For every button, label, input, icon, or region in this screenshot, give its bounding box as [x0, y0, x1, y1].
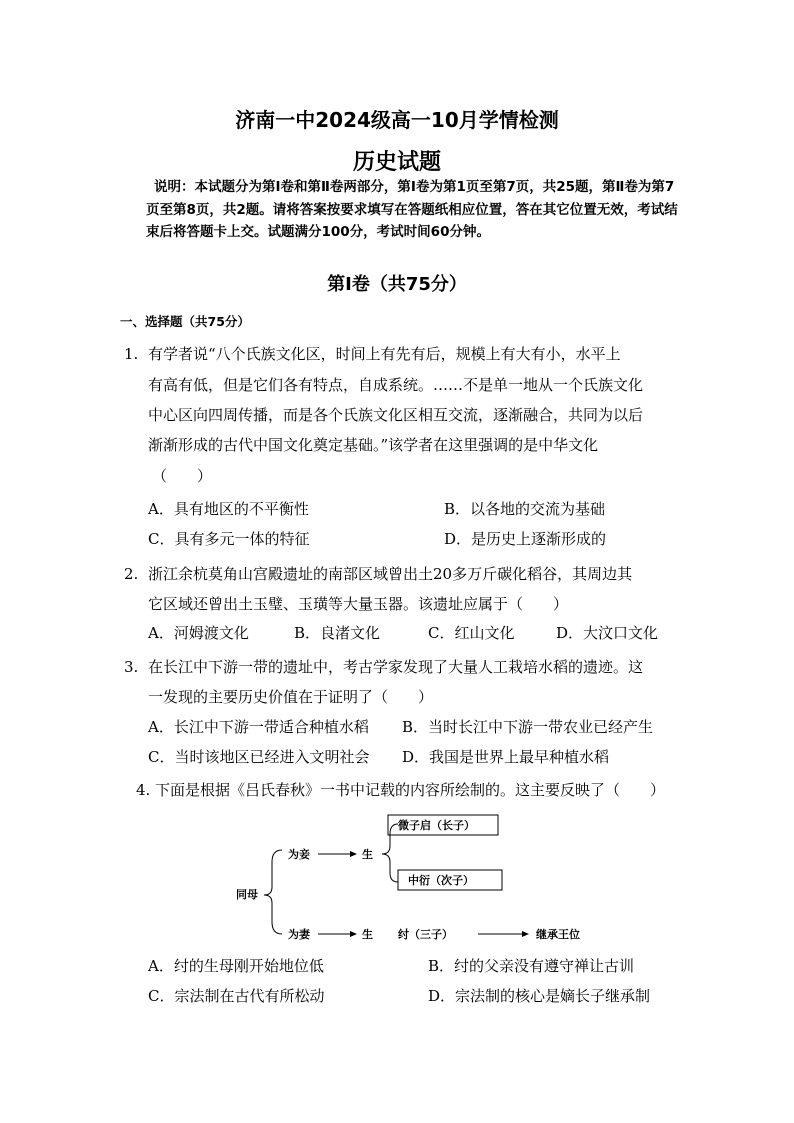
- question-text-line: 有学者说“八个氏族文化区，时间上有先有后，规模上有大有小，水平上: [148, 345, 621, 363]
- option-b: B．当时长江中下游一带农业已经产生: [402, 718, 654, 736]
- question-text-line: 渐渐形成的古代中国文化奠定基础。”该学者在这里强调的是中华文化: [148, 436, 599, 454]
- status-label: 为妻: [288, 928, 310, 941]
- arrowhead: [350, 931, 357, 937]
- exam-title: 济南一中2024级高一10月学情检测: [235, 108, 559, 132]
- option-b: B．纣的父亲没有遵守禅让古训: [428, 957, 635, 975]
- arrowhead: [350, 851, 357, 857]
- born-label: 生: [362, 928, 373, 941]
- child2-label: 中衍（次子）: [408, 874, 474, 887]
- succession-diagram: [230, 810, 610, 946]
- question-text-line: 一发现的主要历史价值在于证明了（ ）: [148, 688, 434, 706]
- question-text-line: 有高有低，但是它们各有特点，自成系统。……不是单一地从一个氏族文化: [148, 376, 644, 394]
- question-text-line: 浙江余杭莫角山宫殿遗址的南部区域曾出土20多万斤碳化稻谷，其周边其: [148, 565, 633, 583]
- option-c: C．宗法制在古代有所松动: [148, 987, 325, 1005]
- question-number: 3.: [124, 658, 139, 676]
- root-brace: [264, 850, 282, 934]
- born-label: 生: [362, 848, 373, 861]
- section-heading: 一、选择题（共75分）: [120, 314, 250, 329]
- option-b: B．良渚文化: [294, 624, 381, 642]
- option-a: A．河姆渡文化: [148, 624, 249, 642]
- volume-heading: 第Ⅰ卷（共75分）: [327, 274, 467, 295]
- option-a: A．长江中下游一带适合种植水稻: [148, 718, 369, 736]
- option-d: D．宗法制的核心是嫡长子继承制: [428, 987, 651, 1005]
- question-number: 2.: [124, 565, 139, 583]
- instructions: 说明：本试题分为第Ⅰ卷和第Ⅱ卷两部分，第Ⅰ卷为第1页至第7页，共25题，第Ⅱ卷为第7页至第8页，共2题。请将答案按要求填写在答题纸相应位置，答在其它位置无效，考试结束后将答题卡上交。试题满分100分，考试时间60分钟。: [146, 179, 678, 240]
- children-brace: [382, 824, 398, 882]
- question-text-line: 下面是根据《吕氏春秋》一书中记载的内容所绘制的。这主要反映了（ ）: [155, 781, 666, 799]
- child3-label: 纣（三子）: [398, 928, 453, 941]
- option-b: B．以各地的交流为基础: [444, 500, 606, 518]
- question-text-line: 它区域还曾出土玉璧、玉璜等大量玉器。该遗址应属于（ ）: [148, 595, 569, 613]
- child1-label: 微子启（长子）: [398, 819, 475, 832]
- option-c: C．具有多元一体的特征: [148, 530, 310, 548]
- option-d: D．我国是世界上最早种植水稻: [402, 748, 610, 766]
- option-c: C．当时该地区已经进入文明社会: [148, 748, 370, 766]
- status-label: 为妾: [288, 848, 310, 861]
- subject-title: 历史试题: [352, 150, 441, 175]
- answer-blank: （ ）: [152, 467, 213, 485]
- option-a: A．纣的生母刚开始地位低: [148, 957, 324, 975]
- outcome-label: 继承王位: [536, 928, 580, 941]
- arrowhead: [522, 931, 529, 937]
- option-d: D．大汶口文化: [556, 624, 659, 642]
- question-number: 4.: [136, 781, 151, 799]
- question-text-line: 在长江中下游一带的遗址中，考古学家发现了大量人工栽培水稻的遗迹。这: [148, 658, 644, 676]
- question-number: 1.: [124, 345, 139, 363]
- option-d: D．是历史上逐渐形成的: [444, 530, 607, 548]
- root-label: 同母: [236, 888, 258, 901]
- option-c: C．红山文化: [428, 624, 515, 642]
- option-a: A．具有地区的不平衡性: [148, 500, 309, 518]
- question-text-line: 中心区向四周传播，而是各个氏族文化区相互交流，逐渐融合，共同为以后: [148, 406, 644, 424]
